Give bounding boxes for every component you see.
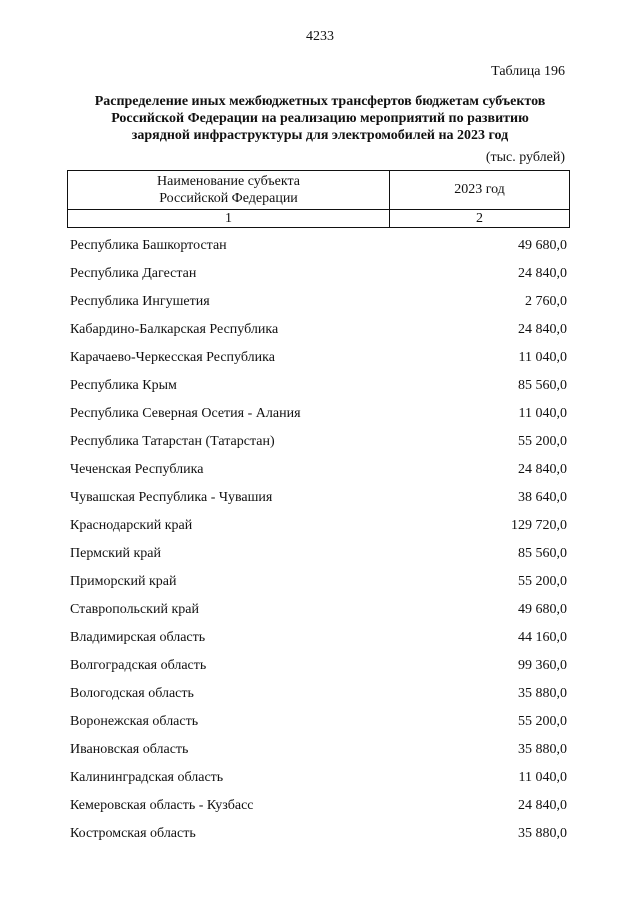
- table-row: [70, 344, 567, 372]
- transfer-amount: 35 880,0: [518, 742, 567, 757]
- table-row: [70, 456, 567, 484]
- units-label: (тыс. рублей): [485, 150, 565, 165]
- region-name: Владимирская область: [70, 630, 206, 645]
- table-row: [70, 316, 567, 344]
- table-row: [70, 260, 567, 288]
- transfer-amount: 24 840,0: [518, 462, 567, 477]
- table-row: [70, 624, 567, 652]
- transfer-amount: 55 200,0: [518, 574, 567, 589]
- transfer-amount: 35 880,0: [518, 826, 567, 841]
- region-name: Республика Ингушетия: [70, 294, 210, 309]
- header-name-line-1: Наименование субъекта: [157, 174, 300, 189]
- table-row: [70, 652, 567, 680]
- table-row: [70, 232, 567, 260]
- title-line-1: Распределение иных межбюджетных трансфертов бюджетам субъектов: [94, 94, 546, 109]
- transfer-amount: 11 040,0: [518, 350, 567, 365]
- transfer-amount: 24 840,0: [518, 322, 567, 337]
- transfer-amount: 49 680,0: [518, 602, 567, 617]
- region-name: Ивановская область: [70, 742, 189, 757]
- transfer-amount: 24 840,0: [518, 798, 567, 813]
- table-row: [70, 792, 567, 820]
- transfer-amount: 35 880,0: [518, 686, 567, 701]
- region-name: Республика Дагестан: [70, 266, 197, 281]
- region-name: Приморский край: [70, 574, 177, 589]
- table-row: [70, 428, 567, 456]
- header-name-cell: [68, 171, 390, 210]
- table-row: [70, 680, 567, 708]
- region-name: Калининградская область: [70, 770, 224, 785]
- region-name: Республика Татарстан (Татарстан): [70, 434, 275, 449]
- table-row: [70, 820, 567, 848]
- region-name: Краснодарский край: [70, 518, 193, 533]
- region-name: Карачаево-Черкесская Республика: [70, 350, 275, 365]
- region-name: Кабардино-Балкарская Республика: [70, 322, 279, 337]
- header-year-cell: 2023 год: [390, 171, 570, 210]
- table-row: [70, 708, 567, 736]
- region-name: Чувашская Республика - Чувашия: [70, 490, 273, 505]
- table-row: [70, 400, 567, 428]
- region-name: Республика Северная Осетия - Алания: [70, 406, 301, 421]
- column-number-2: 2: [390, 210, 570, 228]
- transfer-amount: 85 560,0: [518, 378, 567, 393]
- title-line-3: зарядной инфраструктуры для электромобилей на 2023 год: [131, 128, 509, 143]
- transfer-amount: 99 360,0: [518, 658, 567, 673]
- table-row: [70, 736, 567, 764]
- table-row: [70, 512, 567, 540]
- document-title: [60, 93, 580, 144]
- transfer-amount: 55 200,0: [518, 714, 567, 729]
- transfer-amount: 38 640,0: [518, 490, 567, 505]
- page-number: 4233: [306, 29, 334, 44]
- table-row: [70, 372, 567, 400]
- table-row: [70, 596, 567, 624]
- table-header: [67, 170, 570, 228]
- transfer-amount: 44 160,0: [518, 630, 567, 645]
- region-name: Волгоградская область: [70, 658, 207, 673]
- transfer-amount: 85 560,0: [518, 546, 567, 561]
- region-name: Ставропольский край: [70, 602, 199, 617]
- transfer-amount: 55 200,0: [518, 434, 567, 449]
- table-row: [70, 484, 567, 512]
- region-name: Костромская область: [70, 826, 196, 841]
- transfer-amount: 11 040,0: [518, 406, 567, 421]
- table-row: [70, 540, 567, 568]
- table-row: [70, 764, 567, 792]
- region-name: Чеченская Республика: [70, 462, 204, 477]
- region-name: Кемеровская область - Кузбасс: [70, 798, 254, 813]
- table-body: [70, 232, 567, 848]
- region-name: Пермский край: [70, 546, 161, 561]
- table-label: Таблица 196: [491, 64, 565, 79]
- header-name-line-2: Российской Федерации: [159, 191, 298, 206]
- region-name: Республика Башкортостан: [70, 238, 227, 253]
- table-row: [70, 288, 567, 316]
- transfer-amount: 11 040,0: [518, 770, 567, 785]
- transfer-amount: 49 680,0: [518, 238, 567, 253]
- title-line-2: Российской Федерации на реализацию мероприятий по развитию: [111, 111, 529, 126]
- transfer-amount: 2 760,0: [525, 294, 567, 309]
- transfer-amount: 24 840,0: [518, 266, 567, 281]
- table-row: [70, 568, 567, 596]
- transfer-amount: 129 720,0: [511, 518, 567, 533]
- column-number-1: 1: [68, 210, 390, 228]
- region-name: Республика Крым: [70, 378, 177, 393]
- region-name: Воронежская область: [70, 714, 199, 729]
- region-name: Вологодская область: [70, 686, 194, 701]
